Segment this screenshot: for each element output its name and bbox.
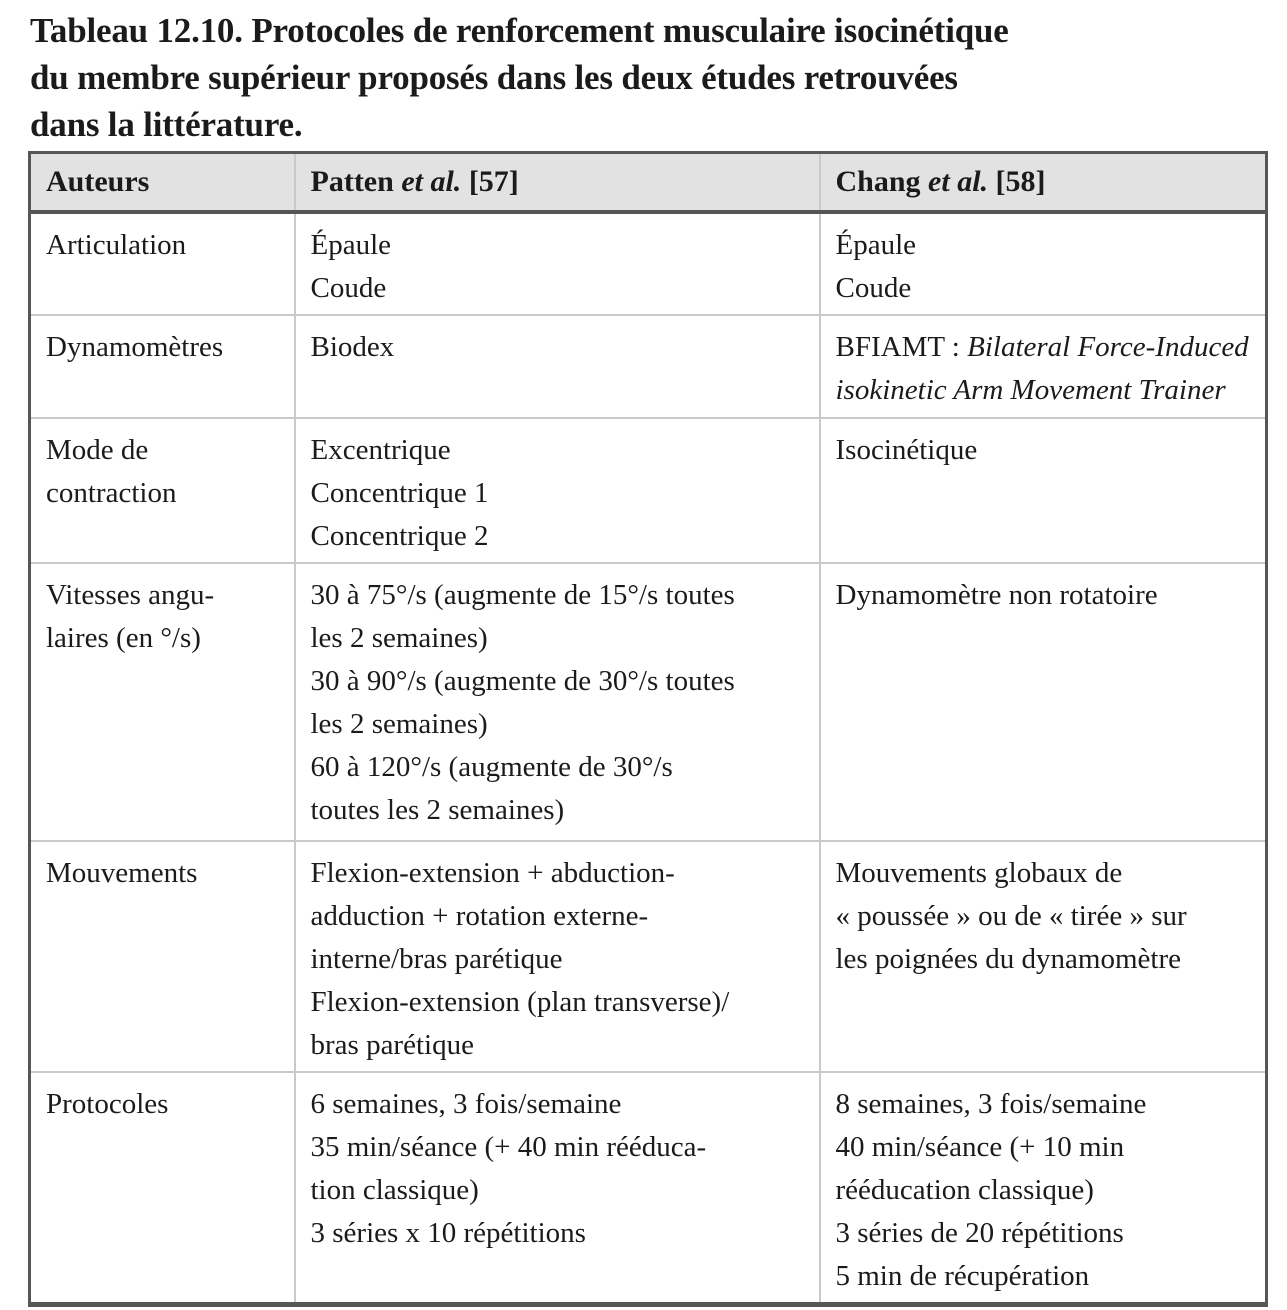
cell-line [311, 852, 814, 895]
text-segment: Épaule [835, 228, 917, 261]
text-segment: 3 séries x 10 répétitions [310, 1216, 586, 1249]
patten-cell [295, 563, 820, 841]
row-header-cell [30, 841, 295, 1072]
row-header-line [46, 472, 289, 515]
column-header-chang [820, 153, 1267, 212]
row-header-line [46, 617, 289, 660]
cell-line [836, 574, 1261, 617]
cell-line [311, 267, 814, 310]
row-header-cell [30, 1072, 295, 1305]
chang-cell [820, 1072, 1267, 1305]
header-cell-text [836, 165, 1260, 199]
table-row [30, 315, 1267, 418]
text-segment: du membre supérieur proposés dans les deux études retrouvées [30, 58, 958, 97]
text-segment: Auteurs [46, 164, 150, 198]
text-segment: adduction + rotation externe- [310, 899, 649, 932]
text-segment: les poignées du dynamomètre [835, 942, 1181, 975]
chang-cell [820, 563, 1267, 841]
bold-text-segment: Tableau 12.10. [30, 11, 243, 50]
text-segment: Concentrique 1 [310, 476, 489, 509]
text-segment: Protocoles de renforcement musculaire isocinétique [242, 11, 1009, 50]
cell-line [311, 1024, 814, 1067]
cell-line [311, 1169, 814, 1212]
header-row [30, 153, 1267, 212]
text-segment: [58] [988, 164, 1046, 198]
caption-line [30, 101, 1257, 148]
text-segment: 30 à 90°/s (augmente de 30°/s toutes [310, 664, 735, 697]
text-segment: Dynamomètres [46, 330, 224, 363]
patten-cell [295, 315, 820, 418]
cell-line [836, 895, 1261, 938]
text-segment: 8 semaines, 3 fois/semaine [835, 1087, 1147, 1120]
cell-line [311, 789, 814, 832]
row-header-line [46, 224, 289, 267]
chang-cell [820, 841, 1267, 1072]
cell-line [311, 472, 814, 515]
text-segment: Flexion-extension (plan transverse)/ [310, 985, 730, 1018]
cell-line [836, 938, 1261, 981]
text-segment: Coude [835, 271, 912, 304]
cell-line [836, 224, 1261, 267]
caption-line [30, 7, 1257, 54]
cell-line [311, 574, 814, 617]
text-segment: « poussée » ou de « tirée » sur [835, 899, 1187, 932]
text-segment: laires (en °/s) [46, 621, 201, 654]
text-segment: Dynamomètre non rotatoire [835, 578, 1158, 611]
text-segment: 35 min/séance (+ 40 min rééduca- [310, 1130, 707, 1163]
text-segment: contraction [46, 476, 177, 509]
text-segment: interne/bras parétique [310, 942, 563, 975]
text-segment: Isocinétique [835, 433, 978, 466]
row-header-line [46, 852, 289, 895]
text-segment: tion classique) [310, 1173, 479, 1206]
cell-line [311, 515, 814, 558]
row-header-line [46, 574, 289, 617]
text-segment: rééducation classique) [835, 1173, 1094, 1206]
column-header-patten [295, 153, 820, 212]
row-header-line [46, 1083, 289, 1126]
cell-line [836, 1212, 1261, 1255]
header-cell-text [311, 165, 813, 199]
chang-cell [820, 315, 1267, 418]
text-segment: Flexion-extension + abduction- [310, 856, 675, 889]
text-segment: Mode de [46, 433, 149, 466]
cell-line [311, 429, 814, 472]
text-segment: dans la littérature. [30, 105, 303, 144]
patten-cell [295, 212, 820, 315]
cell-line [311, 224, 814, 267]
text-segment: 60 à 120°/s (augmente de 30°/s [310, 750, 673, 783]
text-segment: les 2 semaines) [310, 621, 488, 654]
table-row [30, 1072, 1267, 1305]
text-segment: Protocoles [46, 1087, 169, 1120]
cell-line [311, 1083, 814, 1126]
text-segment: Vitesses angu- [46, 578, 215, 611]
protocols-table [28, 151, 1268, 1307]
table-row [30, 563, 1267, 841]
text-segment: les 2 semaines) [310, 707, 488, 740]
italic-text-segment: Bilateral Force-Induced [967, 330, 1249, 363]
cell-line [311, 617, 814, 660]
text-segment: Excentrique [310, 433, 451, 466]
table-header [30, 153, 1267, 212]
text-segment: Épaule [310, 228, 392, 261]
cell-line [836, 429, 1261, 472]
row-header-line [46, 429, 289, 472]
text-segment: 5 min de récupération [835, 1259, 1090, 1292]
cell-line [311, 326, 814, 369]
row-header-line [46, 326, 289, 369]
table-body [30, 212, 1267, 1305]
cell-line [836, 369, 1261, 412]
text-segment: 40 min/séance (+ 10 min [835, 1130, 1125, 1163]
text-segment: Articulation [46, 228, 187, 261]
patten-cell [295, 841, 820, 1072]
italic-text-segment: et al. [401, 164, 462, 198]
text-segment: Biodex [310, 330, 395, 363]
cell-line [311, 660, 814, 703]
text-segment: Mouvements globaux de [835, 856, 1123, 889]
text-segment: Chang [835, 164, 929, 198]
cell-line [311, 981, 814, 1024]
text-segment: 6 semaines, 3 fois/semaine [310, 1087, 622, 1120]
table-row [30, 841, 1267, 1072]
table-row [30, 418, 1267, 563]
cell-line [311, 1212, 814, 1255]
table-row [30, 212, 1267, 315]
chang-cell [820, 418, 1267, 563]
text-segment: [57] [461, 164, 519, 198]
text-segment: Patten [310, 164, 402, 198]
table-caption [0, 0, 1287, 148]
cell-line [836, 1169, 1261, 1212]
caption-line [30, 54, 1257, 101]
text-segment: toutes les 2 semaines) [310, 793, 565, 826]
text-segment: 3 séries de 20 répétitions [835, 1216, 1124, 1249]
patten-cell [295, 1072, 820, 1305]
cell-line [311, 746, 814, 789]
cell-line [311, 895, 814, 938]
row-header-cell [30, 315, 295, 418]
cell-line [836, 1126, 1261, 1169]
cell-line [836, 326, 1261, 369]
row-header-cell [30, 418, 295, 563]
cell-line [836, 1255, 1261, 1298]
chang-cell [820, 212, 1267, 315]
text-segment: Mouvements [46, 856, 198, 889]
cell-line [311, 1126, 814, 1169]
text-segment: bras parétique [310, 1028, 474, 1061]
cell-line [836, 1083, 1261, 1126]
text-segment: 30 à 75°/s (augmente de 15°/s toutes [310, 578, 735, 611]
italic-text-segment: isokinetic Arm Movement Trainer [835, 373, 1226, 406]
cell-line [311, 938, 814, 981]
text-segment: BFIAMT : [835, 330, 968, 363]
text-segment: Concentrique 2 [310, 519, 489, 552]
cell-line [311, 703, 814, 746]
row-header-cell [30, 212, 295, 315]
italic-text-segment: et al. [928, 164, 989, 198]
patten-cell [295, 418, 820, 563]
cell-line [836, 267, 1261, 310]
row-header-cell [30, 563, 295, 841]
header-cell-text [46, 165, 288, 199]
cell-line [836, 852, 1261, 895]
text-segment: Coude [310, 271, 387, 304]
column-header-auteurs [30, 153, 295, 212]
